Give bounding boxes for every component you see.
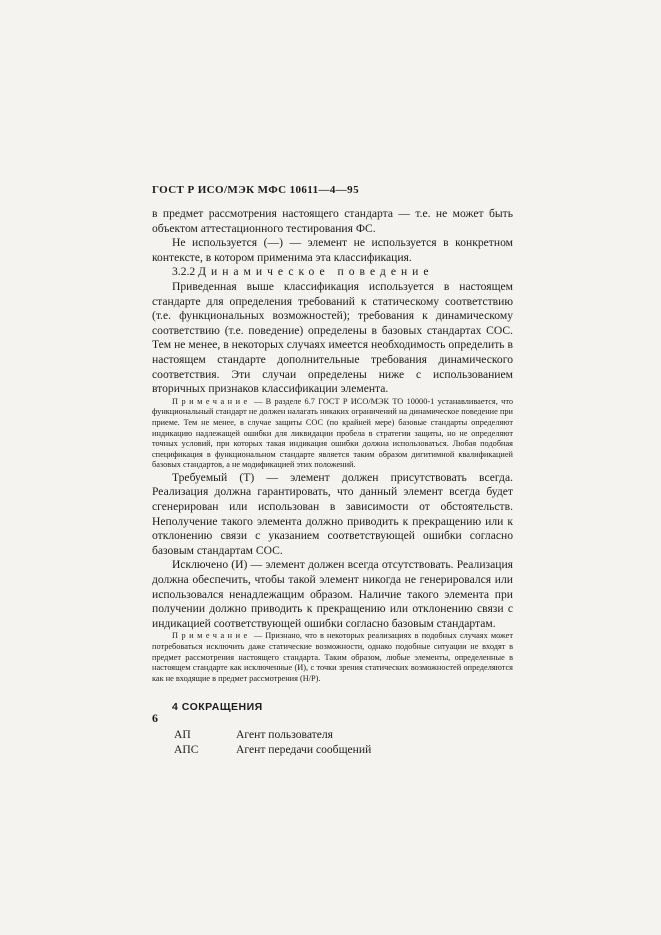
paragraph-classification: Приведенная выше классификация используется в настоящем стандарте для определения требований к статическому соответствию (т.е. функциональных возможностей); требования к динамическому соответствию (т.е. поведение) определены в базовых стандартах СОС. Тем не менее, в некоторых случаях имеется необходимость определить в настоящем стандарте дополнительные требования динамического соответствия. Эти случаи определены ниже с использованием вторичных признаков классификации элемента.: [152, 279, 513, 396]
paragraph-not-used: Не используется (—) — элемент не используется в конкретном контексте, в котором применима эта классификация.: [152, 236, 513, 264]
note-1-text: — В разделе 6.7 ГОСТ Р ИСО/МЭК ТО 10000-1 устанавливается, что функциональный стандарт не должен налагать никаких ограничений на динамическое поведение при приеме. Тем не менее, в случае защиты СОС (по крайней мере) базовые стандарты определяют индикацию надлежащей ошибки для ликвидации пробела в стратегии защиты, но не определяют точных условий, при которых такая индикация ошибки должна использоваться. Любая подобная спецификация в функциональном стандарте является таким образом дигитимной квалификацией базовых стандартов, а не модификацией этих положений.: [152, 396, 513, 470]
paragraph-excluded: Исключено (И) — элемент должен всегда отсутствовать. Реализация должна обеспечить, чтобы такой элемент никогда не генерировался или использовался ненадлежащим образом. Наличие такого элемента при получении должно приводить к прекращению или отклонению связи с индикацией соответствующей ошибки согласно базовым стандартам.: [152, 558, 513, 630]
note-2-text: — Признано, что в некоторых реализациях в подобных случаях может потребоваться исключить даже статические возможности, однако подобные ситуации не входят в предмет рассмотрения настоящего стандарта. Таким образом, любые элементы, определенные в настоящем стандарте как исключенные (И), с точки зрения статических возможностей определяются как не входящие в предмет рассмотрения (Н/Р).: [152, 631, 513, 683]
abbreviation-definition: Агент передачи сообщений: [236, 742, 372, 756]
paragraph-required: Требуемый (Т) — элемент должен присутствовать всегда. Реализация должна гарантировать, что данный элемент всегда будет сгенерирован или использован в зависимости от обстоятельств. Неполучение такого элемента должно приводить к прекращению или к отклонению связи с указанием соответствующей ошибки согласно базовым стандартам СОС.: [152, 470, 513, 557]
note-label: Примечание: [172, 396, 251, 406]
abbreviation-row: [174, 742, 513, 757]
subsection-heading: [152, 265, 513, 280]
section-4-title: 4 СОКРАЩЕНИЯ: [172, 701, 263, 714]
abbreviation-definition: Агент пользователя: [236, 727, 334, 741]
page-body: [152, 207, 513, 757]
page-number: 6: [152, 711, 158, 725]
abbreviation-term: АП: [174, 727, 191, 741]
note-2: [152, 631, 513, 684]
paragraph-continuation: в предмет рассмотрения настоящего стандарта — т.е. не может быть объектом аттестационного тестирования ФС.: [152, 207, 513, 235]
abbreviation-row: [174, 727, 513, 742]
subsection-title: Динамическое поведение: [198, 265, 434, 279]
subsection-number: 3.2.2: [172, 265, 196, 279]
abbreviation-term: АПС: [174, 742, 199, 756]
note-1: [152, 397, 513, 471]
note-label: Примечание: [172, 631, 251, 641]
running-header: ГОСТ Р ИСО/МЭК МФС 10611—4—95: [152, 184, 359, 196]
